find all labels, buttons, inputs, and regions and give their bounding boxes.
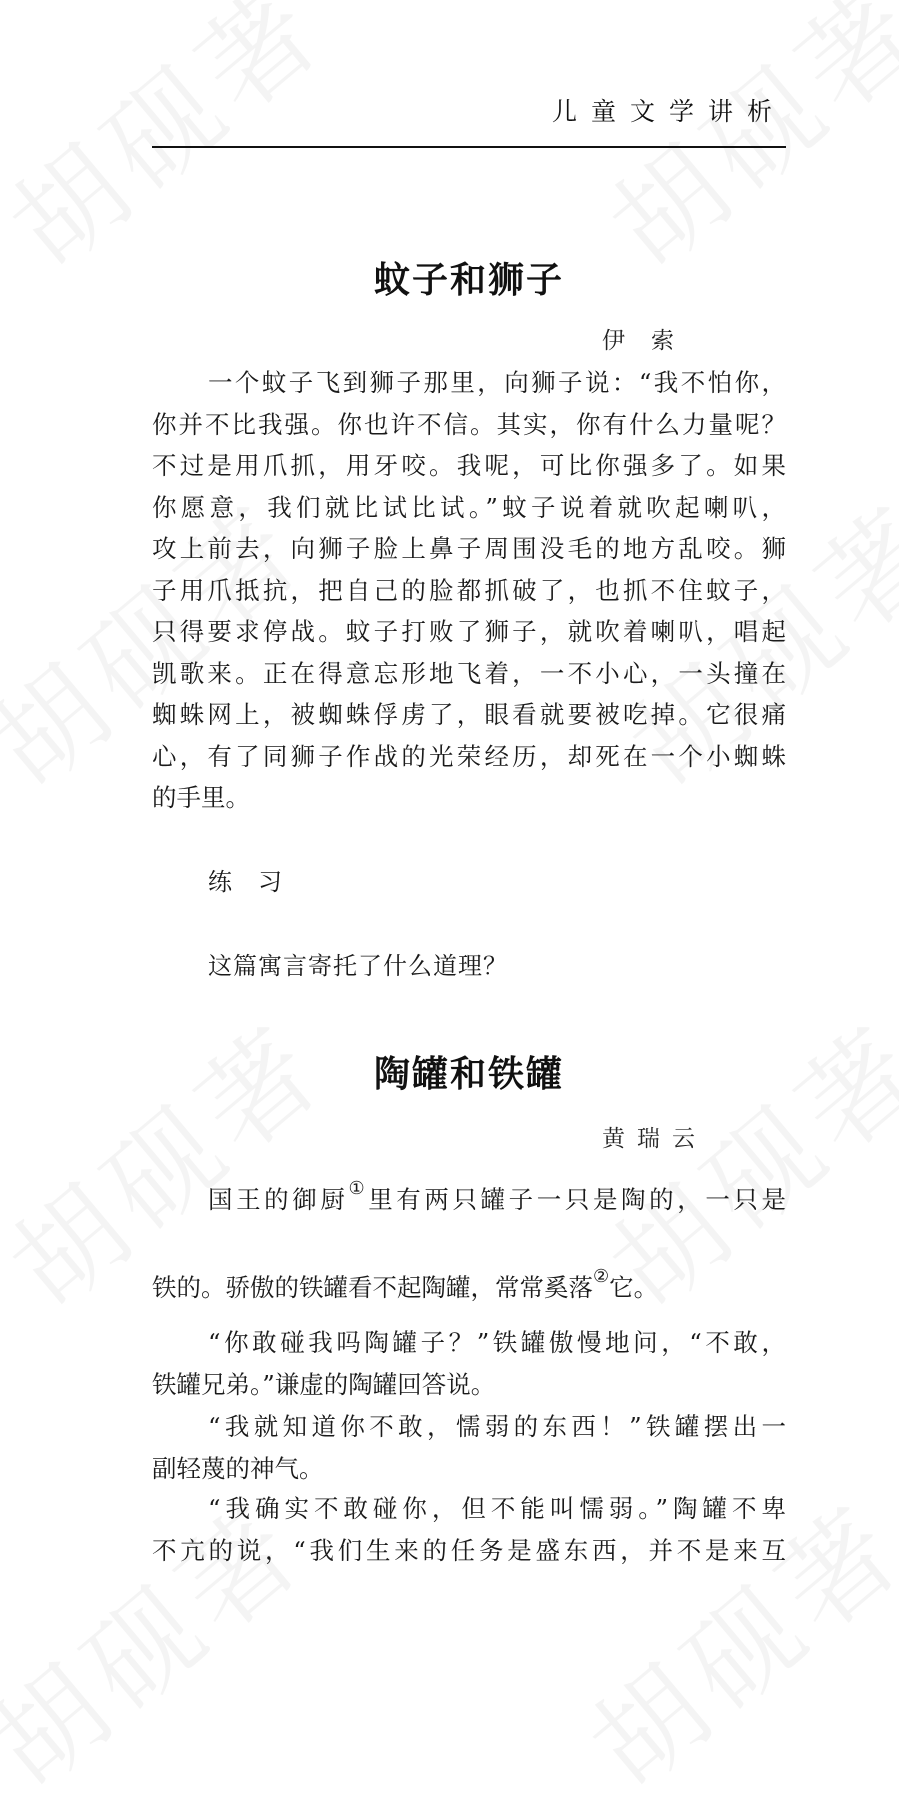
footnote-marker[interactable]: ① — [348, 1178, 369, 1199]
text-line: “我确实不敢碰你，但不能叫懦弱。”陶罐不卑 — [208, 1494, 786, 1523]
text-line — [208, 1180, 786, 1216]
text-line: “我就知道你不敢，懦弱的东西！”铁罐摆出一 — [208, 1412, 786, 1441]
text-segment: 铁的。骄傲的铁罐看不起陶罐，常常奚落 — [152, 1273, 593, 1302]
story-author: 黄瑞云 — [602, 1126, 707, 1152]
text-line: 不过是用爪抓，用牙咬。我呢，可比你强多了。如果 — [152, 451, 786, 480]
story-body — [152, 362, 786, 819]
text-line — [152, 1268, 658, 1304]
text-segment: 它。 — [609, 1273, 659, 1302]
footnote-marker[interactable]: ② — [593, 1266, 610, 1287]
running-header: 儿童文学讲析 — [551, 97, 786, 126]
text-line: 一个蚊子飞到狮子那里，向狮子说：“我不怕你， — [208, 368, 786, 397]
story-author: 伊索 — [602, 328, 700, 354]
text-line: 凯歌来。正在得意忘形地飞着，一不小心，一头撞在 — [152, 658, 786, 688]
text-line: 你并不比我强。你也许不信。其实，你有什么力量呢？ — [152, 409, 786, 439]
dialogue-paragraph — [152, 1488, 786, 1571]
text-line: 子用爪抵抗，把自己的脸都抓破了，也抓不住蚊子， — [152, 575, 786, 605]
dialogue-paragraph — [152, 1406, 786, 1489]
text-line: 你愿意，我们就比试比试。”蚊子说着就吹起喇叭， — [152, 492, 786, 522]
story-title: 陶罐和铁罐 — [373, 1053, 564, 1095]
text-line: 心，有了同狮子作战的光荣经历，却死在一个小蜘蛛 — [152, 741, 786, 771]
dialogue-paragraph — [152, 1322, 786, 1405]
text-segment: 里有两只罐子一只是陶的，一只是 — [368, 1185, 787, 1214]
text-line: 蜘蛛网上，被蜘蛛俘虏了，眼看就要被吃掉。它很痛 — [152, 700, 786, 729]
text-line: 的手里。 — [152, 783, 250, 812]
story-title: 蚊子和狮子 — [373, 259, 564, 301]
text-line: 副轻蔑的神气。 — [152, 1453, 324, 1483]
text-line: 不亢的说，“我们生来的任务是盛东西，并不是来互 — [152, 1535, 786, 1565]
text-segment: 国王的御厨 — [208, 1185, 349, 1214]
text-line: 铁罐兄弟。”谦虚的陶罐回答说。 — [152, 1369, 496, 1399]
text-line: “你敢碰我吗陶罐子？”铁罐傲慢地问，“不敢， — [208, 1328, 786, 1357]
text-line: 只得要求停战。蚊子打败了狮子，就吹着喇叭，唱起 — [152, 617, 786, 646]
exercise-label: 练习 — [208, 868, 308, 896]
header-rule — [152, 146, 786, 148]
exercise-question: 这篇寓言寄托了什么道理？ — [208, 952, 508, 980]
text-line: 攻上前去，向狮子脸上鼻子周围没毛的地方乱咬。狮 — [152, 534, 786, 563]
